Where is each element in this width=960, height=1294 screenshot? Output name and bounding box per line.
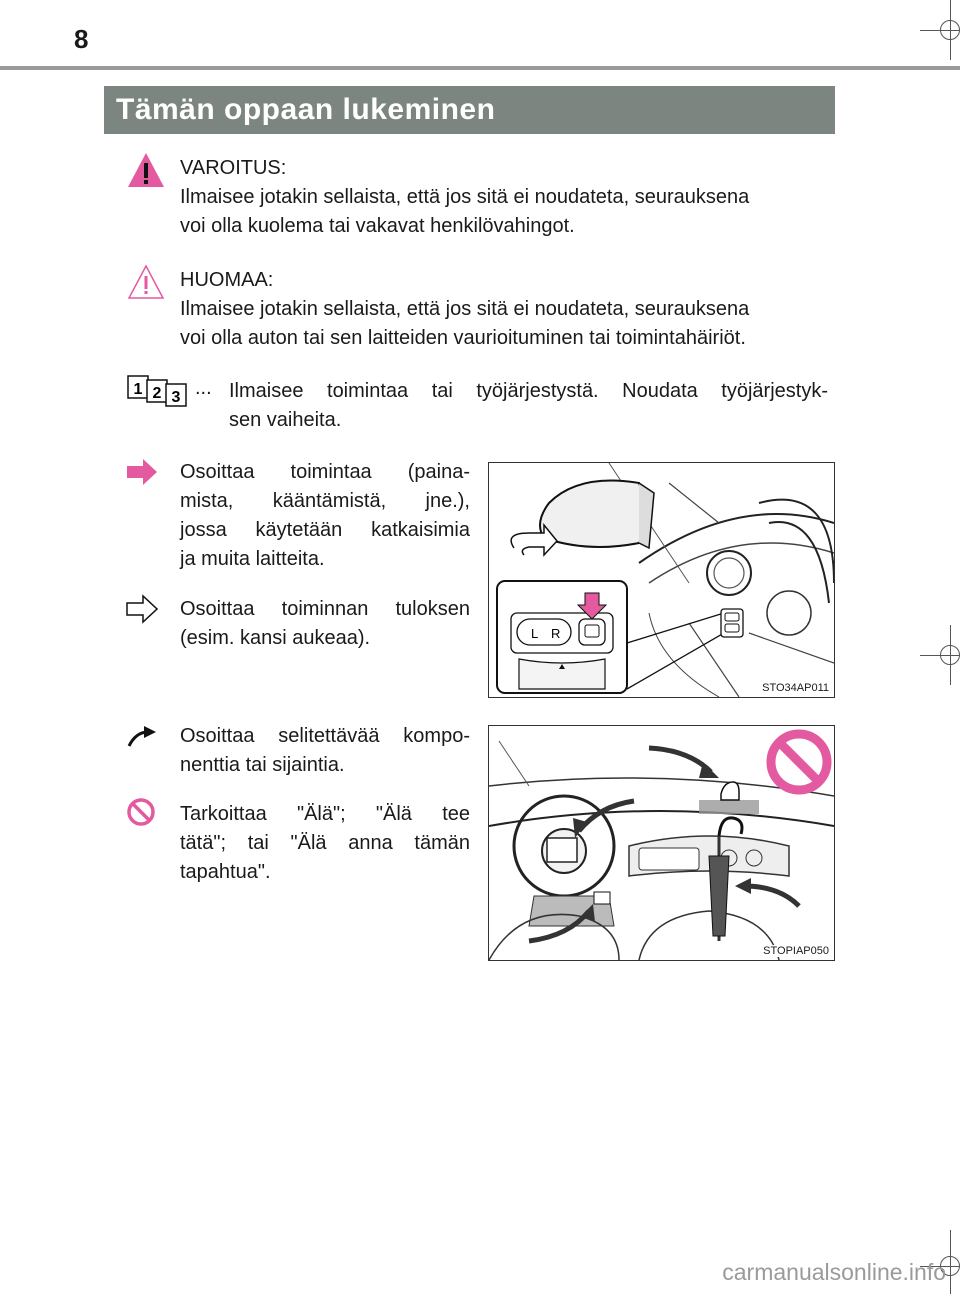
figure2-code: STOPIAP050 bbox=[760, 945, 832, 957]
switch-left-label: L bbox=[531, 626, 539, 641]
prohibition-line-2: tätä"; tai "Älä anna tämän bbox=[180, 832, 470, 854]
component-line-2: nenttia tai sijaintia. bbox=[180, 754, 345, 776]
operation-line-4: ja muita laitteita. bbox=[180, 548, 325, 570]
figure1-code: STO34AP011 bbox=[759, 682, 832, 694]
result-line-1: Osoittaa toiminnan tuloksen bbox=[180, 598, 470, 620]
mirror-switch-drawing bbox=[489, 463, 834, 697]
operation-arrow-icon bbox=[126, 457, 158, 487]
prohibition-line-3: tapahtua". bbox=[180, 861, 271, 883]
notice-line-1: Ilmaisee jotakin sellaista, että jos sitä ei noudateta, seurauksena bbox=[180, 298, 750, 320]
switch-right-label: R bbox=[551, 626, 561, 641]
top-rule bbox=[0, 66, 960, 70]
watermark: carmanualsonline.info bbox=[722, 1259, 946, 1285]
warning-line-2: voi olla kuolema tai vakavat henkilövahingot. bbox=[180, 215, 575, 237]
step-numbers-icon bbox=[126, 374, 194, 408]
registration-mark-middle bbox=[920, 625, 960, 685]
step-number-2: 2 bbox=[152, 385, 162, 402]
prohibition-line-1: Tarkoittaa "Älä"; "Älä tee bbox=[180, 803, 470, 825]
warning-label: VAROITUS: bbox=[180, 157, 287, 179]
step-number-1: 1 bbox=[133, 381, 143, 398]
notice-line-2: voi olla auton tai sen laitteiden vaurioituminen tai toimintahäiriöt. bbox=[180, 327, 746, 349]
warning-triangle-icon bbox=[127, 152, 165, 188]
operation-line-2: mista, kääntämistä, jne.), bbox=[180, 490, 470, 512]
operation-line-1: Osoittaa toimintaa (paina- bbox=[180, 461, 470, 483]
notice-label: HUOMAA: bbox=[180, 269, 274, 291]
step-number-3: 3 bbox=[171, 389, 181, 406]
component-pointer-icon bbox=[126, 724, 158, 750]
cabin-drawing bbox=[489, 726, 834, 960]
caution-triangle-icon bbox=[127, 264, 165, 300]
steps-line-2: sen vaiheita. bbox=[229, 409, 342, 431]
warning-line-1: Ilmaisee jotakin sellaista, että jos sitä ei noudateta, seurauksena bbox=[180, 186, 750, 208]
mirror-switch-illustration bbox=[488, 462, 835, 698]
result-arrow-icon bbox=[126, 594, 158, 624]
operation-line-3: jossa käytetään katkaisimia bbox=[180, 519, 470, 541]
registration-mark-top bbox=[920, 0, 960, 60]
cabin-illustration bbox=[488, 725, 835, 961]
section-title: Tämän oppaan lukeminen bbox=[104, 86, 835, 134]
component-line-1: Osoittaa selitettävää kompo- bbox=[180, 725, 470, 747]
steps-ellipsis: ... bbox=[195, 377, 212, 399]
page-number: 8 bbox=[74, 24, 89, 54]
steps-line-1: Ilmaisee toimintaa tai työjärjestystä. Noudata työjärjestyk- bbox=[229, 380, 828, 402]
result-line-2: (esim. kansi aukeaa). bbox=[180, 627, 371, 649]
prohibition-icon bbox=[126, 797, 156, 827]
